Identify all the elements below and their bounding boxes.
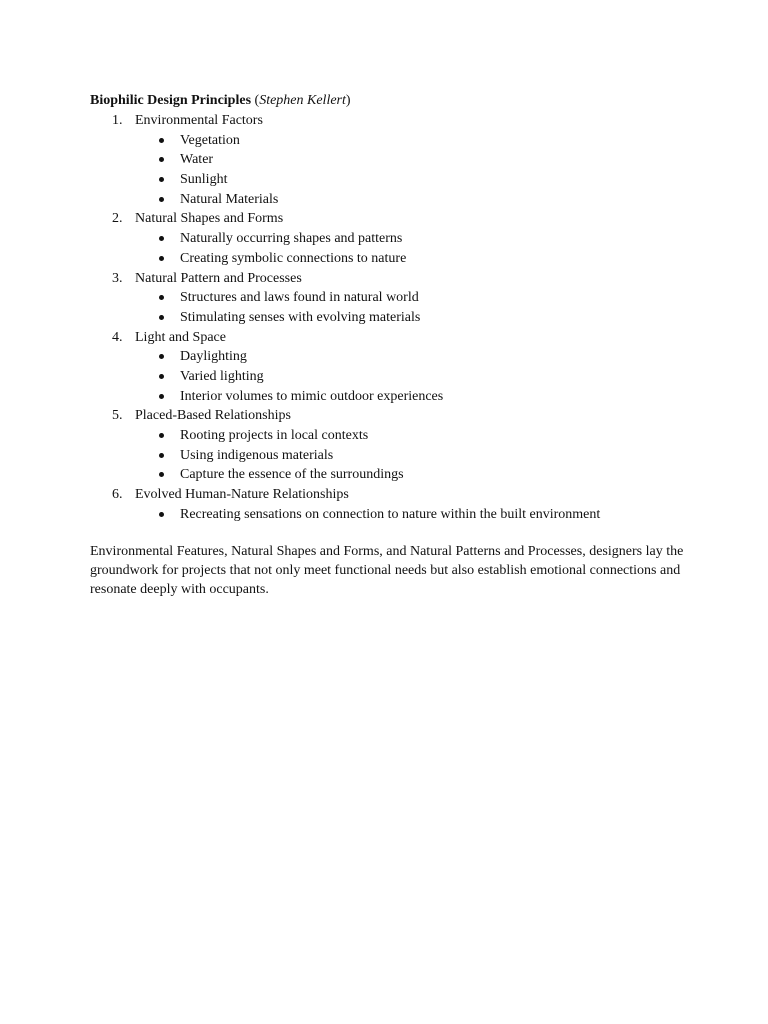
list-item [90,111,690,209]
list-item [90,485,690,524]
bullet-text: Vegetation [180,132,240,148]
bullet-dot-icon [159,256,164,261]
bullet-item [90,190,690,210]
bullet-dot-icon [159,315,164,320]
section-number: 3. [112,270,123,286]
list-item [90,209,690,268]
bullet-text: Stimulating senses with evolving materials [180,309,421,325]
bullet-dot-icon [159,453,164,458]
bullet-dot-icon [159,157,164,162]
bullet-item [90,249,690,269]
section-heading [90,111,690,131]
bullet-text: Creating symbolic connections to nature [180,250,407,266]
list-item [90,406,690,485]
section-heading [90,209,690,229]
bullet-text: Sunlight [180,172,228,188]
bullet-dot-icon [159,138,164,143]
bullet-text: Water [180,152,214,168]
list-item [90,269,690,328]
bullet-item [90,131,690,151]
section-heading-text: Natural Pattern and Processes [135,270,302,286]
bullet-list [90,131,690,210]
bullet-item [90,387,690,407]
section-heading [90,485,690,505]
bullet-text: Natural Materials [180,191,279,207]
bullet-dot-icon [159,354,164,359]
bullet-text: Rooting projects in local contexts [180,428,369,443]
title-paren-close: ) [345,93,351,108]
bullet-list [90,229,690,268]
bullet-list [90,426,690,485]
title-author: Stephen Kellert [259,93,346,108]
section-heading [90,406,690,426]
bullet-dot-icon [159,197,164,202]
bullet-text: Using indigenous materials [180,447,334,463]
bullet-item [90,446,690,466]
section-number: 2. [112,211,123,227]
bullet-dot-icon [159,512,164,517]
bullet-list [90,288,690,327]
principles-list [90,111,690,524]
bullet-dot-icon [159,236,164,241]
section-heading [90,269,690,289]
section-number: 6. [112,487,123,503]
list-item [90,328,690,407]
bullet-text: Interior volumes to mimic outdoor experiences [180,388,444,404]
bullet-dot-icon [159,374,164,379]
bullet-dot-icon [159,472,164,477]
bullet-text: Recreating sensations on connection to nature within the built environment [180,506,601,522]
bullet-item [90,426,690,446]
section-heading-text: Evolved Human-Nature Relationships [135,487,349,503]
bullet-item [90,347,690,367]
section-number: 4. [112,329,123,345]
bullet-list [90,505,690,525]
bullet-dot-icon [159,295,164,300]
bullet-dot-icon [159,177,164,182]
bullet-item [90,288,690,308]
bullet-item [90,505,690,525]
bullet-item [90,367,690,387]
section-heading-text: Natural Shapes and Forms [135,211,284,227]
section-number: 1. [112,113,123,128]
bullet-list [90,347,690,406]
bullet-text: Daylighting [180,349,247,365]
document-title [90,91,690,111]
bullet-text: Capture the essence of the surroundings [180,467,404,483]
bullet-text: Structures and laws found in natural world [180,290,419,306]
bullet-dot-icon [159,394,164,399]
bullet-item [90,150,690,170]
bullet-text: Naturally occurring shapes and patterns [180,231,403,247]
section-number: 5. [112,408,123,424]
title-paren-open: ( [254,93,260,108]
bullet-item [90,170,690,190]
bullet-item [90,465,690,485]
bullet-text: Varied lighting [180,368,264,384]
summary-paragraph: Environmental Features, Natural Shapes and Forms, and Natural Patterns and Processes, designers lay the groundwork for projects that not only meet functional needs but also establish emotional connections and resonate deeply with occupants. [90,544,684,598]
section-heading-text: Environmental Factors [135,113,263,128]
section-heading-text: Placed-Based Relationships [135,408,291,424]
bullet-dot-icon [159,433,164,438]
section-heading-text: Light and Space [135,329,226,345]
bullet-item [90,308,690,328]
bullet-item [90,229,690,249]
title-text: Biophilic Design Principles [90,93,252,108]
section-heading [90,328,690,348]
document-content [90,91,690,613]
